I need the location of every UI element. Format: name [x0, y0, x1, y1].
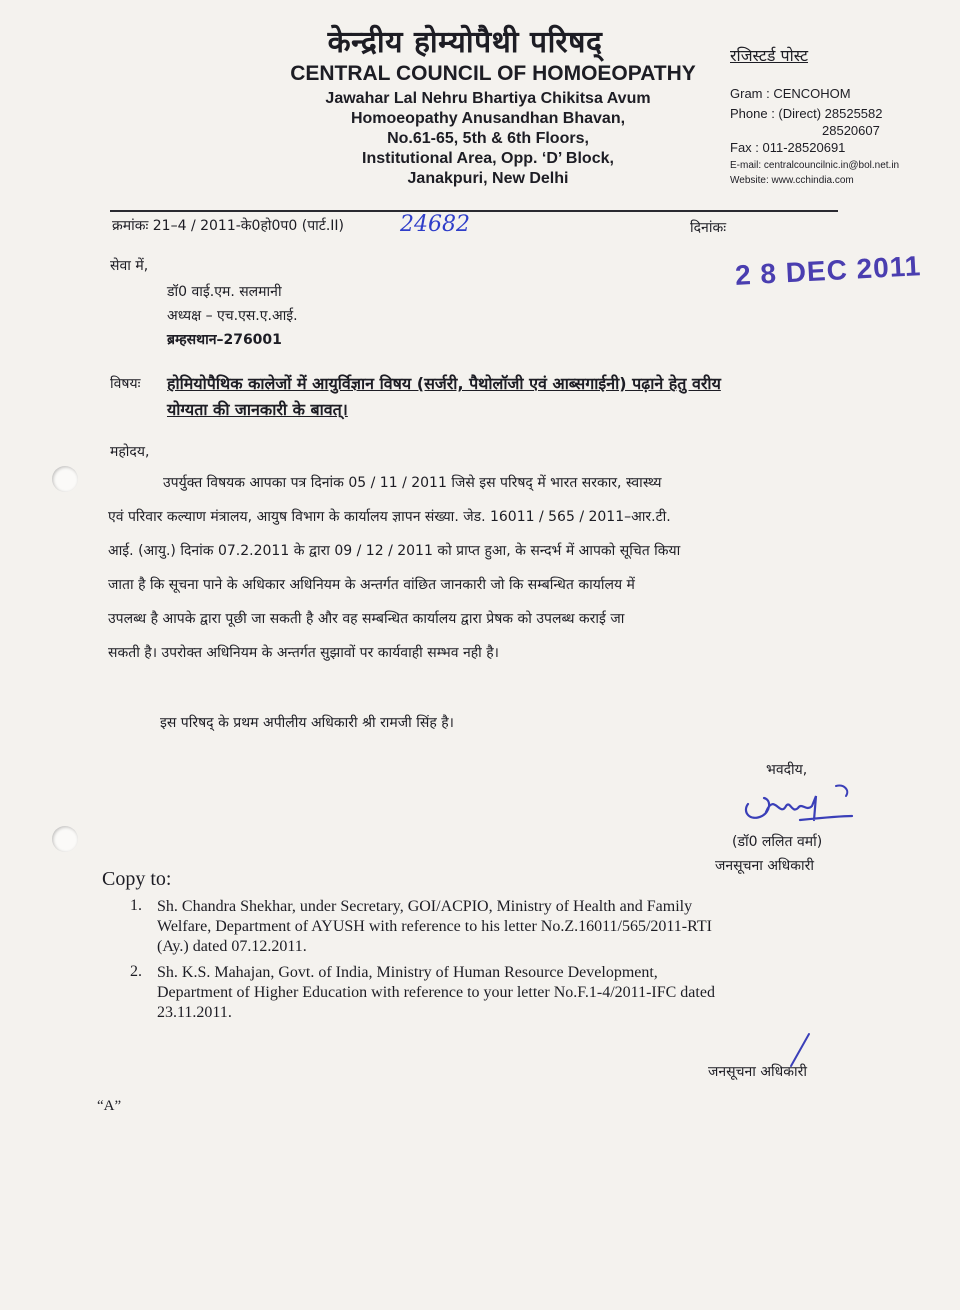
body-para-1-line-5: उपलब्ध है आपके द्वारा पूछी जा सकती है और वह सम्बन्धित कार्यालय द्वारा प्रेषक को उपलब्ध कराई जा — [108, 611, 625, 627]
address-line-1: Jawahar Lal Nehru Bhartiya Chikitsa Avum — [325, 90, 651, 107]
copy-item-2-line-1: Sh. K.S. Mahajan, Govt. of India, Ministry of Human Resource Development, — [157, 964, 658, 981]
signatory-name: (डॉ0 ललित वर्मा) — [732, 834, 823, 850]
subject-line-1: होमियोपैथिक कालेजों में आयुर्विज्ञान विषय (सर्जरी, पैथोलॉजी एवं आब्सगाईनी) पढ़ाने हेतु वरीय — [167, 374, 721, 393]
body-para-1-line-1: उपर्युक्त विषयक आपका पत्र दिनांक 05 / 11 / 2011 जिसे इस परिषद् में भारत सरकार, स्वास्थ्य — [163, 475, 662, 491]
body-para-1-line-6: सकती है। उपरोक्त अधिनियम के अन्तर्गत सुझावों पर कार्यवाही सम्भव नही है। — [108, 645, 499, 661]
reference-number: क्रमांकः 21–4 / 2011-के0हो0प0 (पार्ट.II) — [112, 218, 345, 234]
sign-off: भवदीय, — [766, 762, 808, 778]
signature-scribble — [740, 782, 860, 832]
org-name-english: CENTRAL COUNCIL OF HOMOEOPATHY — [290, 62, 696, 85]
recipient-salutation: सेवा में, — [110, 258, 149, 274]
contact-email: E-mail: centralcouncilnic.in@bol.net.in — [730, 160, 900, 171]
contact-phone: Phone : (Direct) 28525582 — [730, 106, 883, 121]
body-para-2: इस परिषद् के प्रथम अपीलीय अधिकारी श्री रामजी सिंह है। — [160, 715, 454, 731]
body-salutation: महोदय, — [110, 444, 150, 460]
copy-item-2-line-3: 23.11.2011. — [157, 1004, 232, 1021]
org-name-hindi: केन्द्रीय होम्योपैथी परिषद् — [327, 25, 603, 60]
copy-item-1-line-1: Sh. Chandra Shekhar, under Secretary, GOI/ACPIO, Ministry of Health and Family — [157, 898, 693, 915]
date-label: दिनांकः — [690, 220, 727, 236]
body-para-1-line-2: एवं परिवार कल्याण मंत्रालय, आयुष विभाग के कार्यालय ज्ञापन संख्या. जेड. 16011 / 565 / 2011–आर.टी. — [108, 509, 671, 525]
registered-post-label: रजिस्टर्ड पोस्ट — [730, 46, 809, 65]
subject-label: विषयः — [110, 376, 141, 392]
copy-item-1-line-2: Welfare, Department of AYUSH with reference to his letter No.Z.16011/565/2011-RTI — [157, 918, 712, 935]
body-para-1-line-4: जाता है कि सूचना पाने के अधिकार अधिनियम के अन्तर्गत वांछित जानकारी जो कि सम्बन्धित कार्यालय में — [108, 577, 635, 593]
signatory-title: जनसूचना अधिकारी — [715, 858, 815, 874]
copy-item-1-line-3: (Ay.) dated 07.12.2011. — [157, 938, 307, 955]
subject-line-2: योग्यता की जानकारी के बावत्। — [167, 400, 348, 419]
closing-signatory-title: जनसूचना अधिकारी — [708, 1064, 808, 1080]
recipient-place: ब्रम्हसथान–276001 — [167, 332, 282, 348]
punch-hole-bottom — [52, 826, 78, 852]
copy-to-label: Copy to: — [102, 868, 172, 890]
handwritten-reference: 24682 — [400, 212, 470, 237]
copy-item-1-number: 1. — [130, 897, 142, 914]
punch-hole-top — [52, 466, 78, 492]
recipient-name: डॉ0 वाई.एम. सलमानी — [167, 284, 282, 300]
date-stamp: 2 8 DEC 2011 — [734, 250, 923, 291]
recipient-designation: अध्यक्ष – एच.एस.ए.आई. — [167, 308, 298, 324]
contact-fax: Fax : 011-28520691 — [730, 140, 846, 155]
contact-gram: Gram : CENCOHOM — [730, 86, 851, 101]
address-line-3: No.61-65, 5th & 6th Floors, — [387, 130, 589, 147]
address-line-4: Institutional Area, Opp. ‘D’ Block, — [362, 150, 614, 167]
annexure-label: “A” — [97, 1098, 122, 1114]
address-line-5: Janakpuri, New Delhi — [407, 170, 569, 187]
copy-item-2-number: 2. — [130, 963, 142, 980]
contact-website: Website: www.cchindia.com — [730, 175, 854, 186]
body-para-1-line-3: आई. (आयु.) दिनांक 07.2.2011 के द्वारा 09 / 12 / 2011 को प्राप्त हुआ, के सन्दर्भ में आपको सूचित किया — [108, 543, 681, 559]
copy-item-2-line-2: Department of Higher Education with reference to your letter No.F.1-4/2011-IFC dated — [157, 984, 715, 1001]
address-line-2: Homoeopathy Anusandhan Bhavan, — [350, 110, 626, 127]
contact-phone-2: 28520607 — [822, 123, 880, 138]
header-divider — [110, 210, 838, 212]
